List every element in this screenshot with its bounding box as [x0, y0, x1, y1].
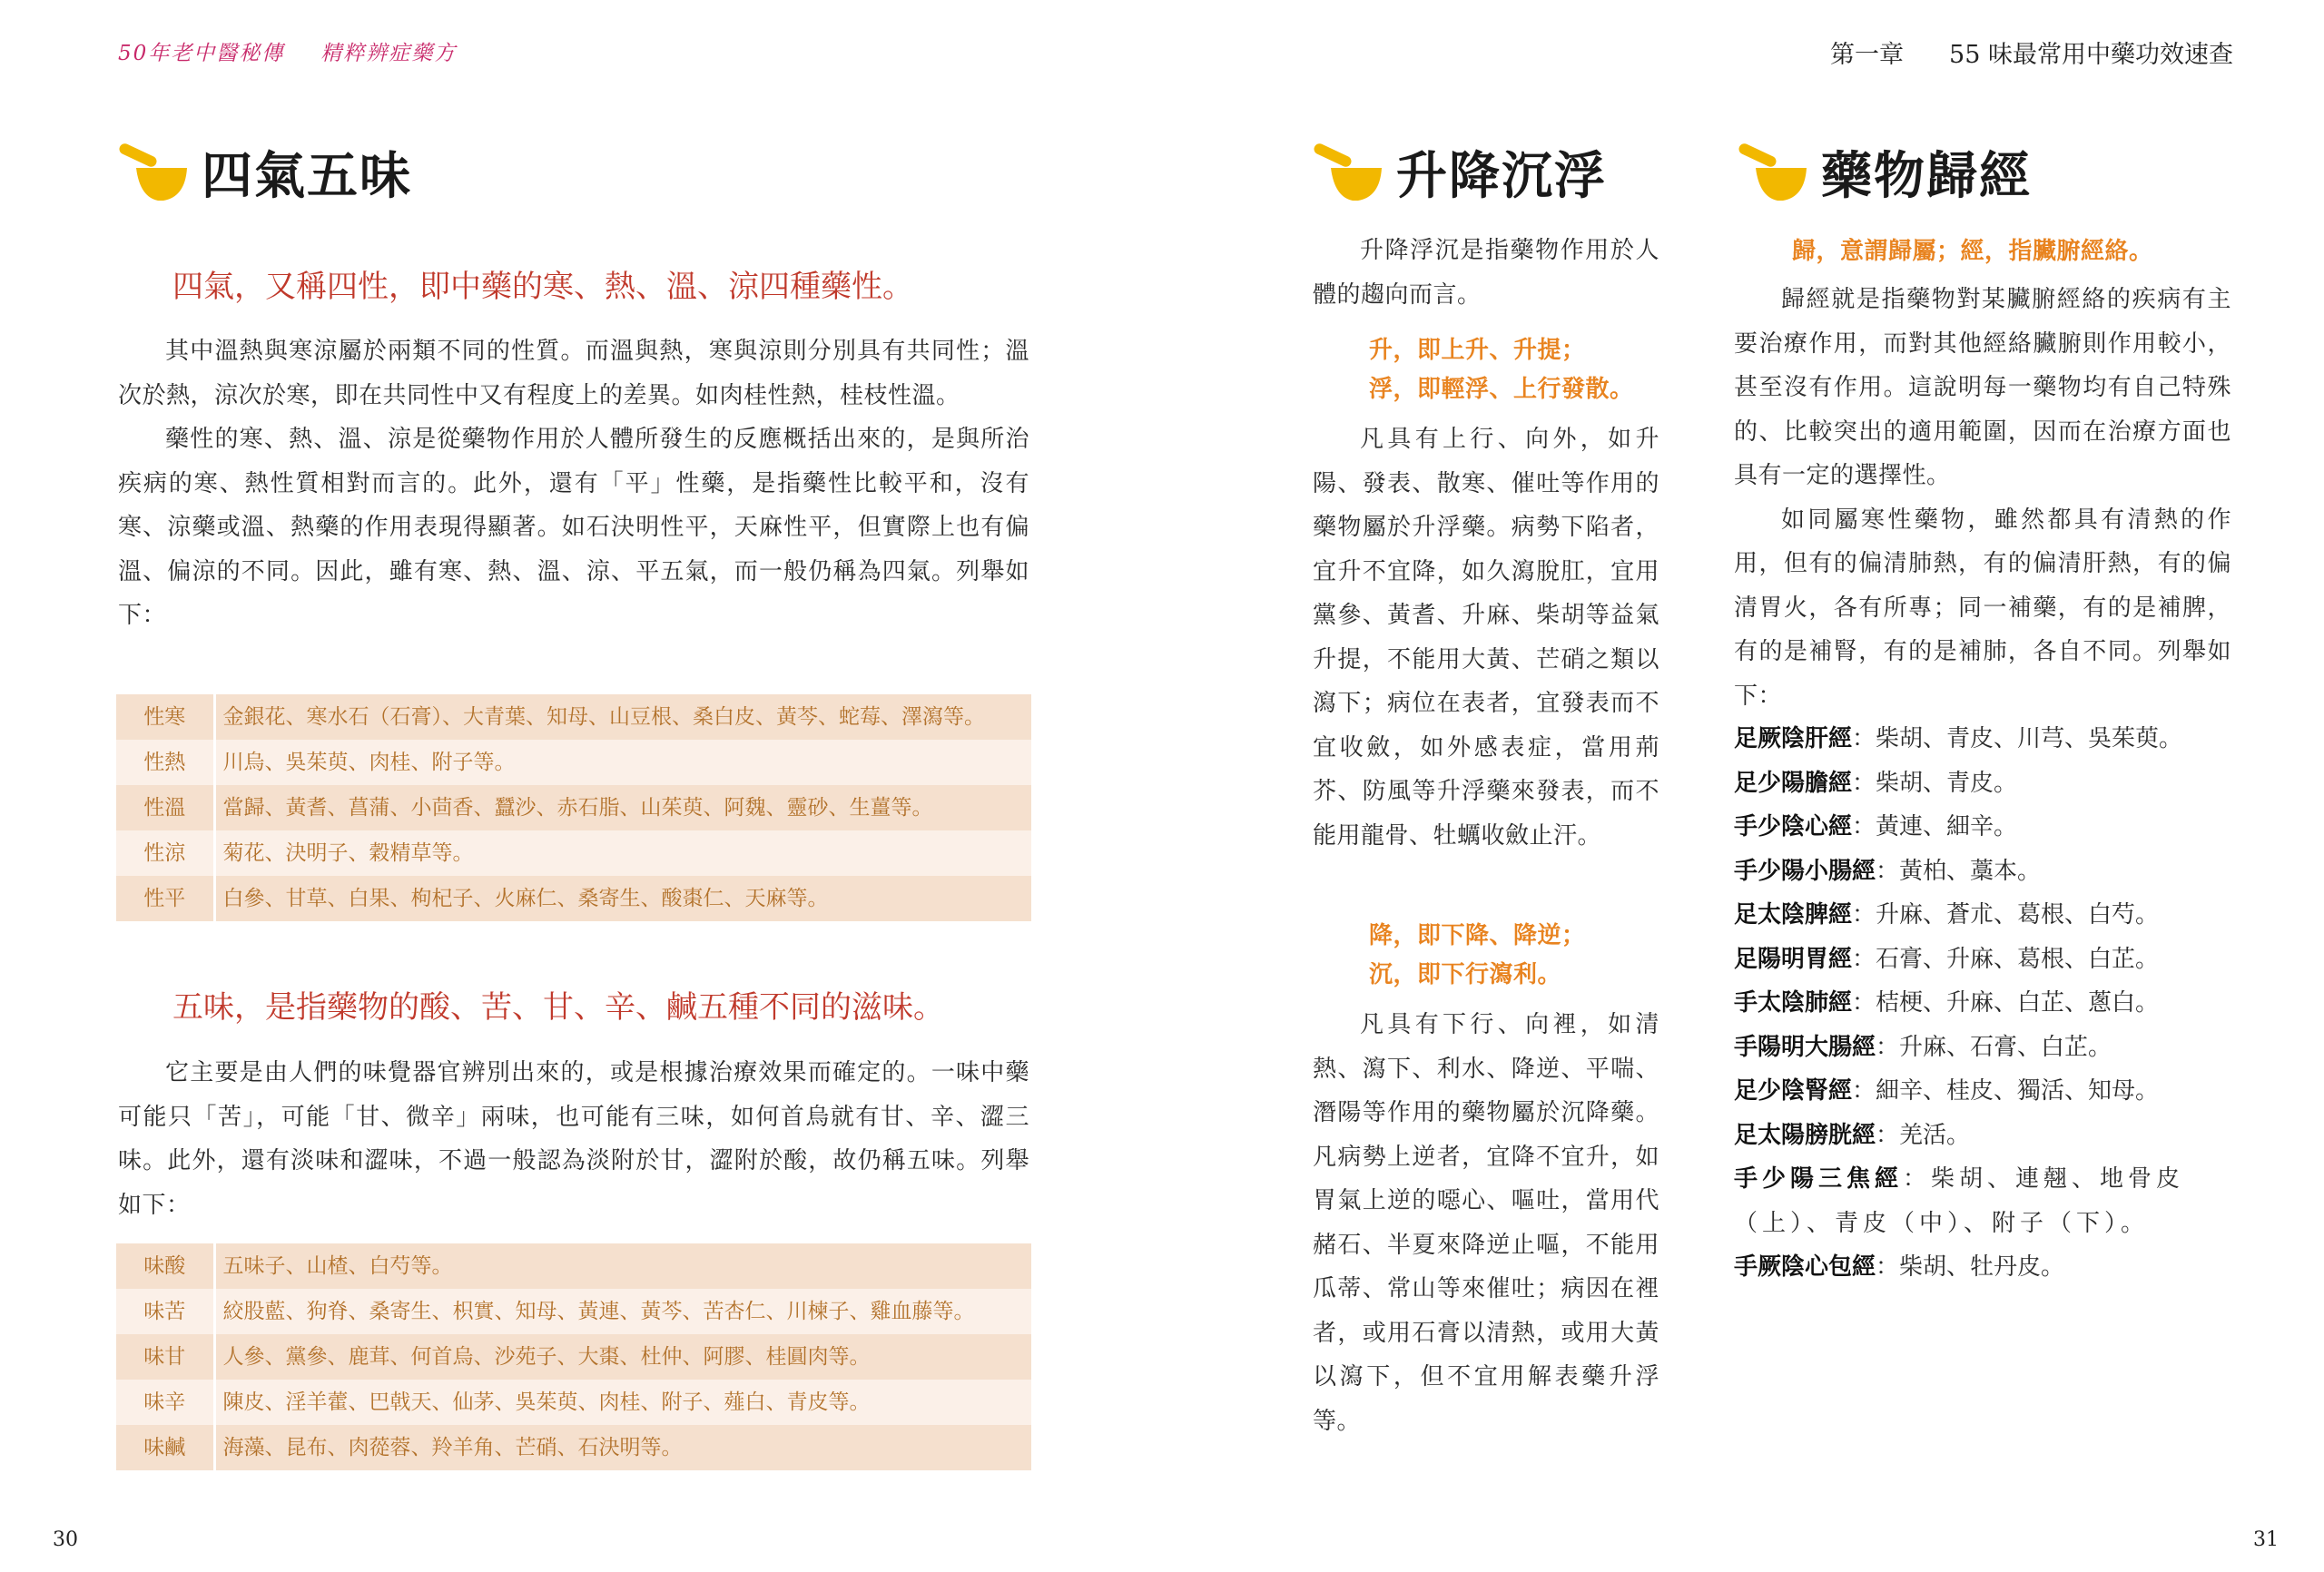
ascend-intro — [1313, 229, 1659, 317]
list-item: 足太陰脾經：升麻、蒼朮、葛根、白芍。 — [1734, 901, 2160, 928]
section-title-text: 升降沉浮 — [1396, 146, 1607, 206]
table-value: 海藻、昆布、肉蓯蓉、羚羊角、芒硝、石決明等。 — [214, 1425, 1031, 1470]
list-item: 足陽明胃經：石膏、升麻、葛根、白芷。 — [1734, 945, 2160, 973]
list-item: 手少陽三焦經：柴胡、連翹、地骨皮（上）、青皮（中）、附子（下）。 — [1734, 1165, 2185, 1237]
table-row — [116, 830, 1031, 876]
table-row — [116, 1380, 1031, 1425]
page-number-right: 31 — [2253, 1528, 2279, 1551]
meridian-herbs: 桔梗、升麻、白芷、蔥白。 — [1876, 989, 2160, 1017]
table-row — [116, 1425, 1031, 1470]
list-item: 足少陰腎經：細辛、桂皮、獨活、知母。 — [1734, 1077, 2160, 1105]
chapter-title: 55 味最常用中藥功效速查 — [1949, 41, 2233, 69]
ascend-body-1 — [1313, 418, 1659, 858]
paragraph: 其中溫熱與寒涼屬於兩類不同的性質。而溫與熱，寒與涼則分別具有共同性；溫次於熱，涼次於寒，即在共同性中又有程度上的差異。如肉桂性熱，桂枝性溫。 — [118, 338, 1029, 409]
table-value: 菊花、決明子、穀精草等。 — [214, 830, 1031, 876]
meridian-herbs: 黃柏、藁本。 — [1899, 857, 2042, 885]
table-value: 金銀花、寒水石（石膏）、大青葉、知母、山豆根、桑白皮、黃芩、蛇莓、澤瀉等。 — [214, 694, 1031, 740]
table-key: 味酸 — [116, 1243, 214, 1289]
list-item: 手少陽小腸經：黃柏、藁本。 — [1734, 857, 2042, 885]
meridian-herbs: 黃連、細辛。 — [1876, 813, 2018, 840]
table-key: 味甘 — [116, 1334, 214, 1380]
highlight-line: 升，即上升、升提； — [1369, 337, 1586, 364]
four-qi-table — [116, 694, 1031, 921]
list-item: 手少陰心經：黃連、細辛。 — [1734, 813, 2018, 840]
meridian-herbs: 石膏、升麻、葛根、白芷。 — [1876, 945, 2160, 973]
section-title-four-qi — [116, 136, 412, 209]
section-title-text: 藥物歸經 — [1821, 146, 2032, 206]
meridian-name: 足少陰腎經 — [1734, 1077, 1853, 1105]
four-qi-heading: 四氣，又稱四性，即中藥的寒、熱、溫、涼四種藥性。 — [172, 269, 913, 305]
paragraph: 如同屬寒性藥物，雖然都具有清熱的作用，但有的偏清肺熱，有的偏清肝熱，有的偏清胃火，各有所專；同一補藥，有的是補脾，有的是補腎，有的是補肺，各自不同。列舉如下： — [1734, 506, 2231, 710]
table-key: 味苦 — [116, 1289, 214, 1334]
table-key: 味鹹 — [116, 1425, 214, 1470]
meridian-herbs: 柴胡、牡丹皮。 — [1899, 1253, 2065, 1281]
paragraph: 升降浮沉是指藥物作用於人體的趨向而言。 — [1313, 237, 1659, 309]
table-value: 白參、甘草、白果、枸杞子、火麻仁、桑寄生、酸棗仁、天麻等。 — [214, 876, 1031, 921]
table-row — [116, 1243, 1031, 1289]
meridian-herbs: 升麻、蒼朮、葛根、白芍。 — [1876, 901, 2160, 928]
table-value: 五味子、山楂、白芍等。 — [214, 1243, 1031, 1289]
meridian-name: 手太陰肺經 — [1734, 989, 1853, 1017]
section-title-ascend — [1311, 136, 1607, 209]
table-row — [116, 876, 1031, 921]
ascend-body-2 — [1313, 1003, 1659, 1443]
list-item: 手厥陰心包經：柴胡、牡丹皮。 — [1734, 1253, 2065, 1281]
mortar-pestle-icon — [1736, 141, 1808, 204]
meridian-herbs: 柴胡、青皮。 — [1876, 769, 2018, 797]
four-qi-body — [118, 329, 1029, 638]
table-key: 性涼 — [116, 830, 214, 876]
meridian-highlight: 歸，意謂歸屬；經，指臟腑經絡。 — [1792, 238, 2153, 265]
table-key: 味辛 — [116, 1380, 214, 1425]
paragraph: 歸經就是指藥物對某臟腑經絡的疾病有主要治療作用，而對其他經絡臟腑則作用較小，甚至沒有作用。這說明每一藥物均有自己特殊的、比較突出的適用範圍，因而在治療方面也具有一定的選擇性。 — [1734, 286, 2231, 489]
table-key: 性平 — [116, 876, 214, 921]
table-value: 人參、黨參、鹿茸、何首烏、沙苑子、大棗、杜仲、阿膠、桂圓肉等。 — [214, 1334, 1031, 1380]
meridian-herbs: 升麻、石膏、白芷。 — [1899, 1033, 2112, 1061]
table-value: 川烏、吳茱萸、肉桂、附子等。 — [214, 740, 1031, 785]
table-row — [116, 785, 1031, 830]
list-item: 手陽明大腸經：升麻、石膏、白芷。 — [1734, 1033, 2112, 1061]
meridian-herbs: 細辛、桂皮、獨活、知母。 — [1876, 1077, 2160, 1105]
table-row — [116, 1334, 1031, 1380]
five-flavors-table — [116, 1243, 1031, 1470]
meridian-name: 手少陽小腸經 — [1734, 857, 1876, 885]
table-value: 絞股藍、狗脊、桑寄生、枳實、知母、黃連、黃芩、苦杏仁、川楝子、雞血藤等。 — [214, 1289, 1031, 1334]
table-row — [116, 740, 1031, 785]
running-header-left — [118, 36, 457, 66]
section-title-meridian — [1736, 136, 2032, 209]
meridian-name: 手少陽三焦經 — [1734, 1165, 1904, 1193]
five-flavors-heading: 五味，是指藥物的酸、苦、甘、辛、鹹五種不同的滋味。 — [172, 989, 944, 1026]
highlight-line: 降，即下降、降逆； — [1369, 922, 1586, 949]
five-flavors-body — [118, 1051, 1029, 1227]
paragraph: 凡具有下行、向裡，如清熱、瀉下、利水、降逆、平喘、潛陽等作用的藥物屬於沉降藥。凡病勢上逆者，宜降不宜升，如胃氣上逆的噁心、嘔吐，當用代赭石、半夏來降逆止嘔，不能用瓜蒂、常山等來催吐；病因在裡者，或用石膏以清熱，或用大黃以瀉下，但不宜用解表藥升浮等。 — [1313, 1011, 1659, 1435]
highlight-line: 浮，即輕浮、上行發散。 — [1369, 376, 1634, 403]
paragraph: 藥性的寒、熱、溫、涼是從藥物作用於人體所發生的反應概括出來的，是與所治疾病的寒、熱性質相對而言的。此外，還有「平」性藥，是指藥性比較平和，沒有寒、涼藥或溫、熱藥的作用表現得顯著。如石決明性平，天麻性平，但實際上也有偏溫、偏涼的不同。因此，雖有寒、熱、溫、涼、平五氣，而一般仍稱為四氣。列舉如下： — [118, 426, 1029, 629]
list-item: 手太陰肺經：桔梗、升麻、白芷、蔥白。 — [1734, 989, 2160, 1017]
meridian-name: 足太陽膀胱經 — [1734, 1121, 1876, 1149]
paragraph: 凡具有上行、向外，如升陽、發表、散寒、催吐等作用的藥物屬於升浮藥。病勢下陷者，宜升不宜降，如久瀉脫肛，宜用黨參、黃耆、升麻、柴胡等益氣升提，不能用大黃、芒硝之類以瀉下；病位在表者，宜發表而不宜收斂，如外感表症，當用荊芥、防風等升浮藥來發表，而不能用龍骨、牡蠣收斂止汗。 — [1313, 426, 1659, 850]
highlight-line: 沉，即下行瀉利。 — [1369, 961, 1562, 988]
chapter-label: 第一章 — [1830, 41, 1905, 69]
table-key: 性溫 — [116, 785, 214, 830]
meridian-herbs: 柴胡、連翹、地骨皮（上）、青皮（中）、附子（下）。 — [1734, 1165, 2185, 1237]
page-number-left: 30 — [53, 1528, 78, 1551]
meridian-name: 足陽明胃經 — [1734, 945, 1853, 973]
meridian-herbs: 羌活。 — [1899, 1121, 1971, 1149]
running-header-right — [1830, 34, 2233, 70]
meridian-name: 手少陰心經 — [1734, 813, 1853, 840]
mortar-pestle-icon — [116, 141, 189, 204]
table-row — [116, 1289, 1031, 1334]
table-key: 性寒 — [116, 694, 214, 740]
meridian-name: 足少陽膽經 — [1734, 769, 1853, 797]
meridian-body — [1734, 278, 2231, 718]
table-key: 性熱 — [116, 740, 214, 785]
paragraph: 它主要是由人們的味覺器官辨別出來的，或是根據治療效果而確定的。一味中藥可能只「苦」，可能「甘、微辛」兩味，也可能有三味，如何首烏就有甘、辛、澀三味。此外，還有淡味和澀味，不過一般認為淡附於甘，澀附於酸，故仍稱五味。列舉如下： — [118, 1059, 1029, 1219]
meridian-herbs: 柴胡、青皮、川芎、吳茱萸。 — [1876, 725, 2183, 752]
table-row — [116, 694, 1031, 740]
section-title-text: 四氣五味 — [202, 146, 412, 206]
ascend-highlight-2 — [1369, 917, 1714, 995]
meridian-name: 足厥陰肝經 — [1734, 725, 1853, 752]
meridian-name: 手陽明大腸經 — [1734, 1033, 1876, 1061]
list-item: 足少陽膽經：柴胡、青皮。 — [1734, 769, 2018, 797]
mortar-pestle-icon — [1311, 141, 1384, 204]
book-title: 精粹辨症藥方 — [320, 42, 458, 65]
meridian-name: 足太陰脾經 — [1734, 901, 1853, 928]
table-value: 陳皮、淫羊藿、巴戟天、仙茅、吳茱萸、肉桂、附子、薤白、青皮等。 — [214, 1380, 1031, 1425]
meridian-list — [1734, 717, 2242, 1290]
meridian-name: 手厥陰心包經 — [1734, 1253, 1876, 1281]
list-item: 足厥陰肝經：柴胡、青皮、川芎、吳茱萸。 — [1734, 725, 2183, 752]
ascend-highlight-1 — [1369, 331, 1714, 409]
series-name: 50年老中醫秘傳 — [118, 42, 285, 65]
table-value: 當歸、黃耆、菖蒲、小茴香、蠶沙、赤石脂、山茱萸、阿魏、靈砂、生薑等。 — [214, 785, 1031, 830]
list-item: 足太陽膀胱經：羌活。 — [1734, 1121, 1971, 1149]
